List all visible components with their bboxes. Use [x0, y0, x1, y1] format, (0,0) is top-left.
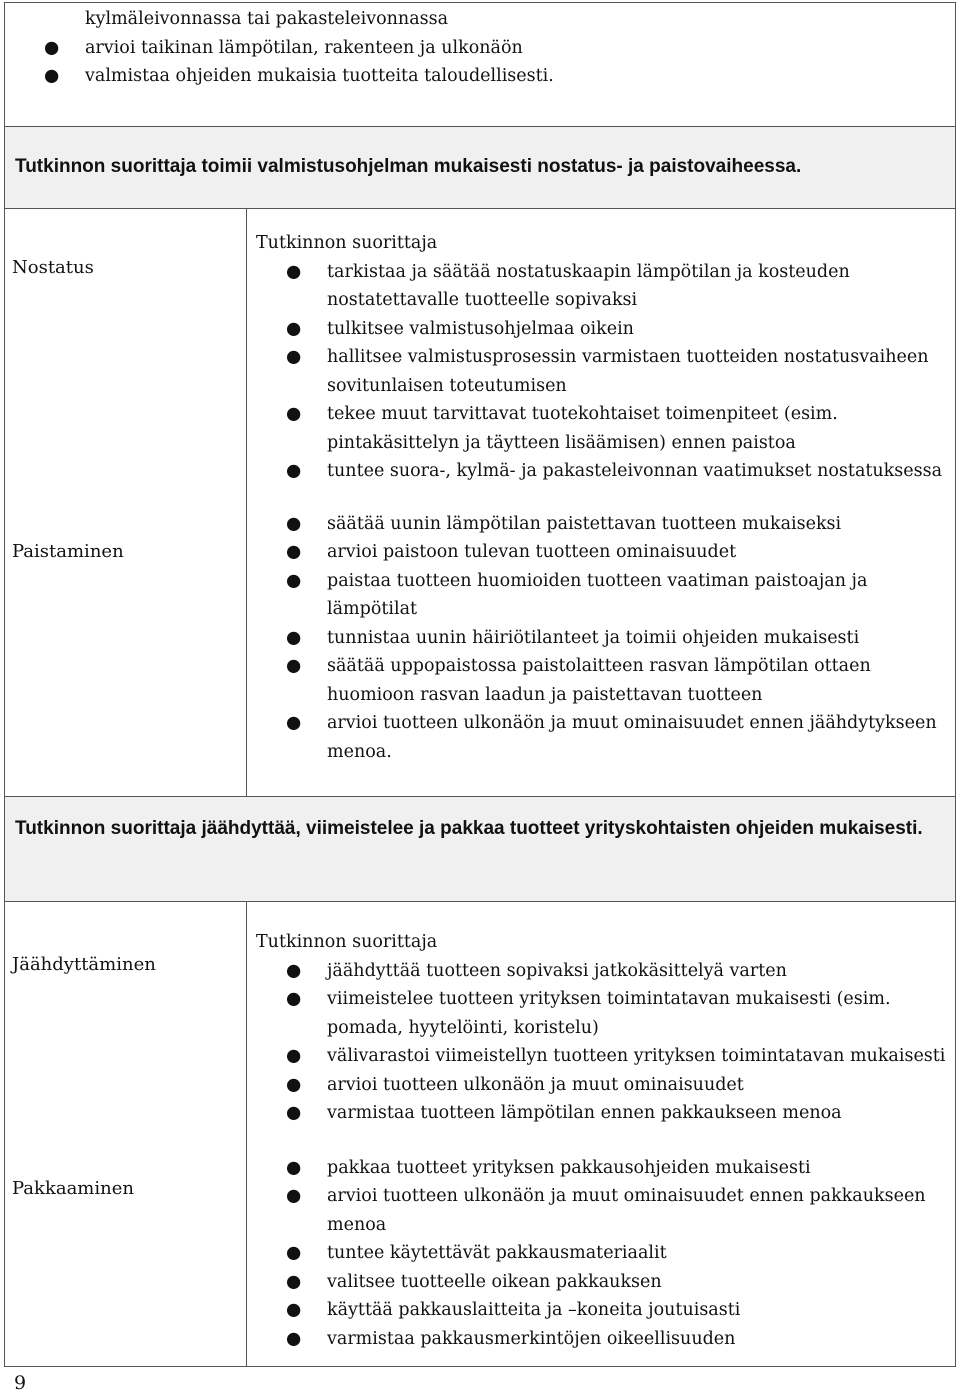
bullet-icon: ●: [286, 1046, 302, 1066]
bullet-icon: ●: [286, 989, 302, 1009]
list-item: ● varmistaa tuotteen lämpötilan ennen pakkaukseen menoa: [247, 1099, 955, 1128]
list-item: ● tuntee käytettävät pakkausmateriaalit: [247, 1239, 955, 1268]
list-item: ● arvioi tuotteen ulkonäön ja muut ominaisuudet: [247, 1071, 955, 1100]
bullet-icon: ●: [286, 404, 302, 424]
page-number: 9: [14, 1372, 27, 1394]
list-item: ● säätää uppopaistossa paistolaitteen rasvan lämpötilan ottaen huomioon rasvan laadun ja paistettavan tuotteen: [247, 652, 955, 709]
section-heading: Tutkinnon suorittaja toimii valmistusohjelman mukaisesti nostatus- ja paistovaiheessa.: [15, 156, 802, 177]
row-label-jaahdyttaminen: Jäähdyttäminen: [12, 954, 156, 975]
list-item: ● paistaa tuotteen huomioiden tuotteen vaatiman paistoajan ja lämpötilat: [247, 567, 955, 624]
section-heading: Tutkinnon suorittaja jäähdyttää, viimeistelee ja pakkaa tuotteet yrityskohtaisten ohjeiden mukaisesti.: [15, 818, 923, 839]
list-item: ● tuntee suora-, kylmä- ja pakasteleivonnan vaatimukset nostatuksessa: [247, 457, 955, 486]
section-heading-row: [5, 797, 956, 902]
bullet-icon: ●: [286, 318, 302, 339]
bullet-icon: ●: [286, 1074, 302, 1095]
criteria-table: [4, 2, 956, 1367]
bullet-icon: ●: [286, 513, 302, 534]
row-label-pakkaaminen: Pakkaaminen: [12, 1178, 134, 1199]
list-item: ● arvioi tuotteen ulkonäön ja muut ominaisuudet ennen jäähdytykseen menoa.: [247, 709, 955, 766]
top-criteria: [5, 3, 955, 91]
section-heading-row: [5, 127, 956, 209]
bullet-icon: ●: [286, 627, 302, 648]
bullet-icon: ●: [286, 461, 302, 481]
bullet-icon: ●: [286, 1300, 302, 1320]
list-item: ● valitsee tuotteelle oikean pakkauksen: [247, 1268, 955, 1297]
row-label-paistaminen: Paistaminen: [12, 541, 124, 562]
bullet-icon: ●: [286, 542, 302, 562]
list-item: ● viimeistelee tuotteen yrityksen toimintatavan mukaisesti (esim. pomada, hyytelöinti, koristelu): [247, 985, 955, 1042]
continuation-text: kylmäleivonnassa tai pakasteleivonnassa: [85, 9, 449, 29]
list-item: ● pakkaa tuotteet yrityksen pakkausohjeiden mukaisesti: [247, 1154, 955, 1183]
criteria-pakkaaminen: [247, 1128, 955, 1354]
list-item: [5, 5, 955, 34]
list-item: ● arvioi paistoon tulevan tuotteen ominaisuudet: [247, 538, 955, 567]
section-body-row: [5, 902, 956, 1367]
bullet-icon: ●: [286, 960, 302, 981]
criteria-jaahdyttaminen: [247, 902, 955, 1128]
criteria-nostatus: [247, 209, 955, 486]
row-label-nostatus: Nostatus: [12, 257, 94, 278]
list-item: ● arvioi taikinan lämpötilan, rakenteen ja ulkonäön: [5, 34, 955, 63]
list-item: ● tekee muut tarvittavat tuotekohtaiset toimenpiteet (esim. pintakäsittelyn ja täytteen lisäämisen) ennen paistoa: [247, 400, 955, 457]
list-item: ● tarkistaa ja säätää nostatuskaapin lämpötilan ja kosteuden nostatettavalle tuotteelle sopivaksi: [247, 258, 955, 315]
bullet-icon: ●: [286, 261, 302, 282]
bullet-icon: ●: [286, 347, 302, 367]
list-item: ● arvioi tuotteen ulkonäön ja muut ominaisuudet ennen pakkaukseen menoa: [247, 1182, 955, 1239]
list-item: ● valmistaa ohjeiden mukaisia tuotteita taloudellisesti.: [5, 62, 955, 91]
bullet-icon: ●: [286, 1243, 302, 1263]
criteria-paistaminen: [247, 486, 955, 767]
bullet-icon: ●: [286, 713, 302, 733]
list-item: ● hallitsee valmistusprosessin varmistaen tuotteiden nostatusvaiheen sovitunlaisen toteutumisen: [247, 343, 955, 400]
bullet-icon: ●: [286, 570, 302, 591]
list-item: ● jäähdyttää tuotteen sopivaksi jatkokäsittelyä varten: [247, 957, 955, 986]
intro-text: Tutkinnon suorittaja: [256, 932, 438, 952]
bullet-icon: ●: [286, 1271, 302, 1292]
bullet-icon: ●: [44, 37, 60, 58]
bullet-icon: ●: [286, 1103, 302, 1123]
list-item: ● tulkitsee valmistusohjelmaa oikein: [247, 315, 955, 344]
list-item: ● varmistaa pakkausmerkintöjen oikeellisuuden: [247, 1325, 955, 1354]
bullet-icon: ●: [286, 1157, 302, 1178]
bullet-icon: ●: [44, 66, 60, 86]
bullet-icon: ●: [286, 656, 302, 676]
bullet-icon: ●: [286, 1328, 302, 1349]
top-continuation-row: [5, 3, 956, 127]
list-item: ● säätää uunin lämpötilan paistettavan tuotteen mukaiseksi: [247, 510, 955, 539]
document-page: [4, 2, 956, 1367]
list-item: ● käyttää pakkauslaitteita ja –koneita joutuisasti: [247, 1296, 955, 1325]
intro-text: Tutkinnon suorittaja: [256, 233, 438, 253]
list-item: ● tunnistaa uunin häiriötilanteet ja toimii ohjeiden mukaisesti: [247, 624, 955, 653]
bullet-icon: ●: [286, 1186, 302, 1206]
list-item: ● välivarastoi viimeistellyn tuotteen yrityksen toimintatavan mukaisesti: [247, 1042, 955, 1071]
section-body-row: [5, 209, 956, 797]
